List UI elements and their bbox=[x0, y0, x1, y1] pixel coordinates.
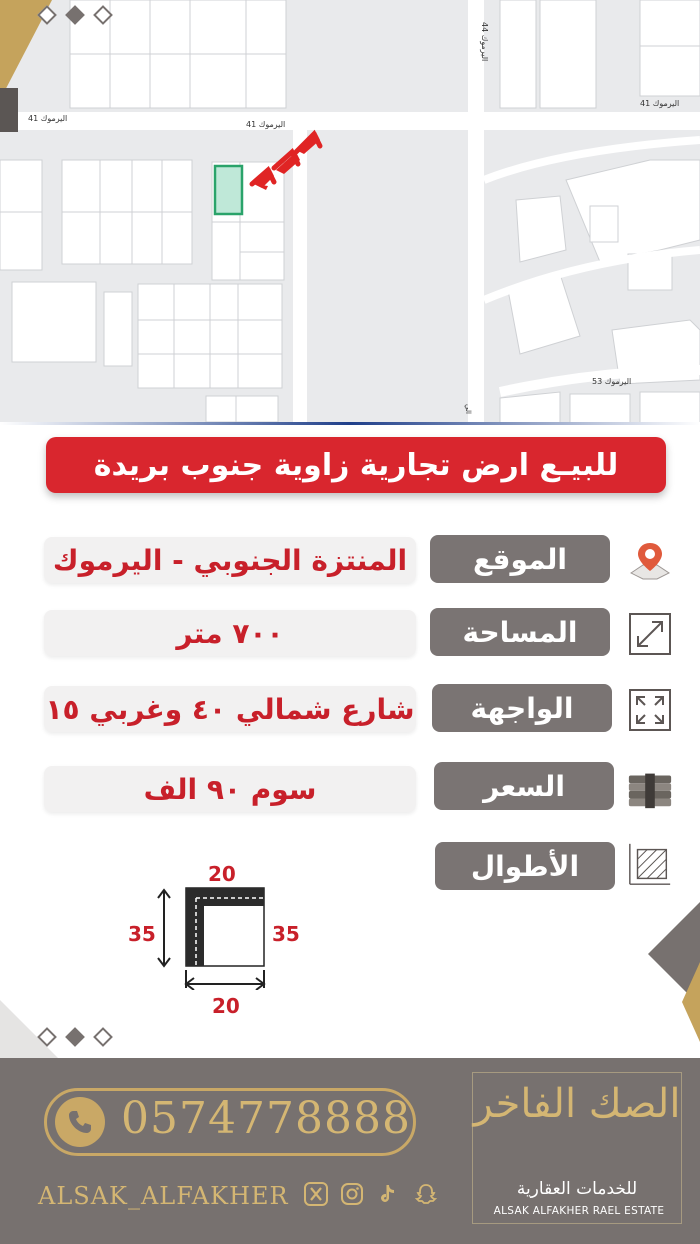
expand-arrows-icon bbox=[626, 686, 674, 734]
street-label: اليرموك 41 bbox=[28, 114, 68, 123]
instagram-icon[interactable] bbox=[338, 1180, 366, 1208]
listing-title: للبيـع ارض تجارية زاوية جنوب بريدة bbox=[46, 437, 666, 493]
street-label: الي bbox=[464, 404, 472, 414]
location-map bbox=[0, 0, 700, 425]
frontage-value: شارع شمالي ٤٠ وغربي ١٥ bbox=[44, 686, 416, 732]
price-value: سوم ٩٠ الف bbox=[44, 766, 416, 812]
price-label: السعر bbox=[434, 762, 614, 810]
logo-tagline: للخدمات العقارية bbox=[516, 1179, 638, 1199]
dimension-left: 35 bbox=[128, 922, 156, 946]
street-label: اليرموك 53 bbox=[592, 377, 632, 386]
dimension-bottom: 20 bbox=[212, 994, 240, 1018]
area-label: المساحة bbox=[430, 608, 610, 656]
cash-stack-icon bbox=[626, 764, 674, 812]
dimension-square-icon bbox=[626, 840, 674, 888]
dimensions-label: الأطوال bbox=[435, 842, 615, 890]
corner-decoration bbox=[0, 88, 18, 132]
logo-english-name: ALSAK ALFAKHER RAEL ESTATE bbox=[493, 1205, 665, 1217]
location-label: الموقع bbox=[430, 535, 610, 583]
location-value: المنتزة الجنوبي - اليرموك bbox=[44, 537, 416, 583]
dimension-top: 20 bbox=[208, 862, 236, 886]
map-divider bbox=[0, 422, 700, 425]
street-label: اليرموك 41 bbox=[640, 99, 680, 108]
phone-contact[interactable] bbox=[44, 1088, 416, 1156]
location-pin-icon bbox=[626, 536, 674, 584]
dimension-right: 35 bbox=[272, 922, 300, 946]
diamond-decoration bbox=[34, 1026, 116, 1048]
snapchat-icon[interactable] bbox=[412, 1180, 440, 1208]
social-handle: ALSAK_ALFAKHER bbox=[38, 1182, 289, 1210]
plot-dimension-diagram bbox=[120, 860, 310, 990]
logo-arabic-name: الصك الفاخر bbox=[473, 1081, 681, 1127]
company-logo bbox=[472, 1072, 682, 1224]
x-twitter-icon[interactable] bbox=[302, 1180, 330, 1208]
phone-icon bbox=[55, 1097, 105, 1147]
diamond-decoration bbox=[34, 4, 116, 26]
resize-diagonal-icon bbox=[626, 610, 674, 658]
map-drawing bbox=[0, 0, 700, 425]
street-label: اليرموك 44 bbox=[480, 22, 489, 62]
street-label: اليرموك 41 bbox=[246, 120, 286, 129]
phone-number: 0574778888 bbox=[121, 1093, 411, 1144]
frontage-label: الواجهة bbox=[432, 684, 612, 732]
side-decoration bbox=[682, 962, 700, 1042]
tiktok-icon[interactable] bbox=[374, 1180, 402, 1208]
highlighted-plot bbox=[215, 166, 242, 214]
area-value: ٧٠٠ متر bbox=[44, 610, 416, 656]
